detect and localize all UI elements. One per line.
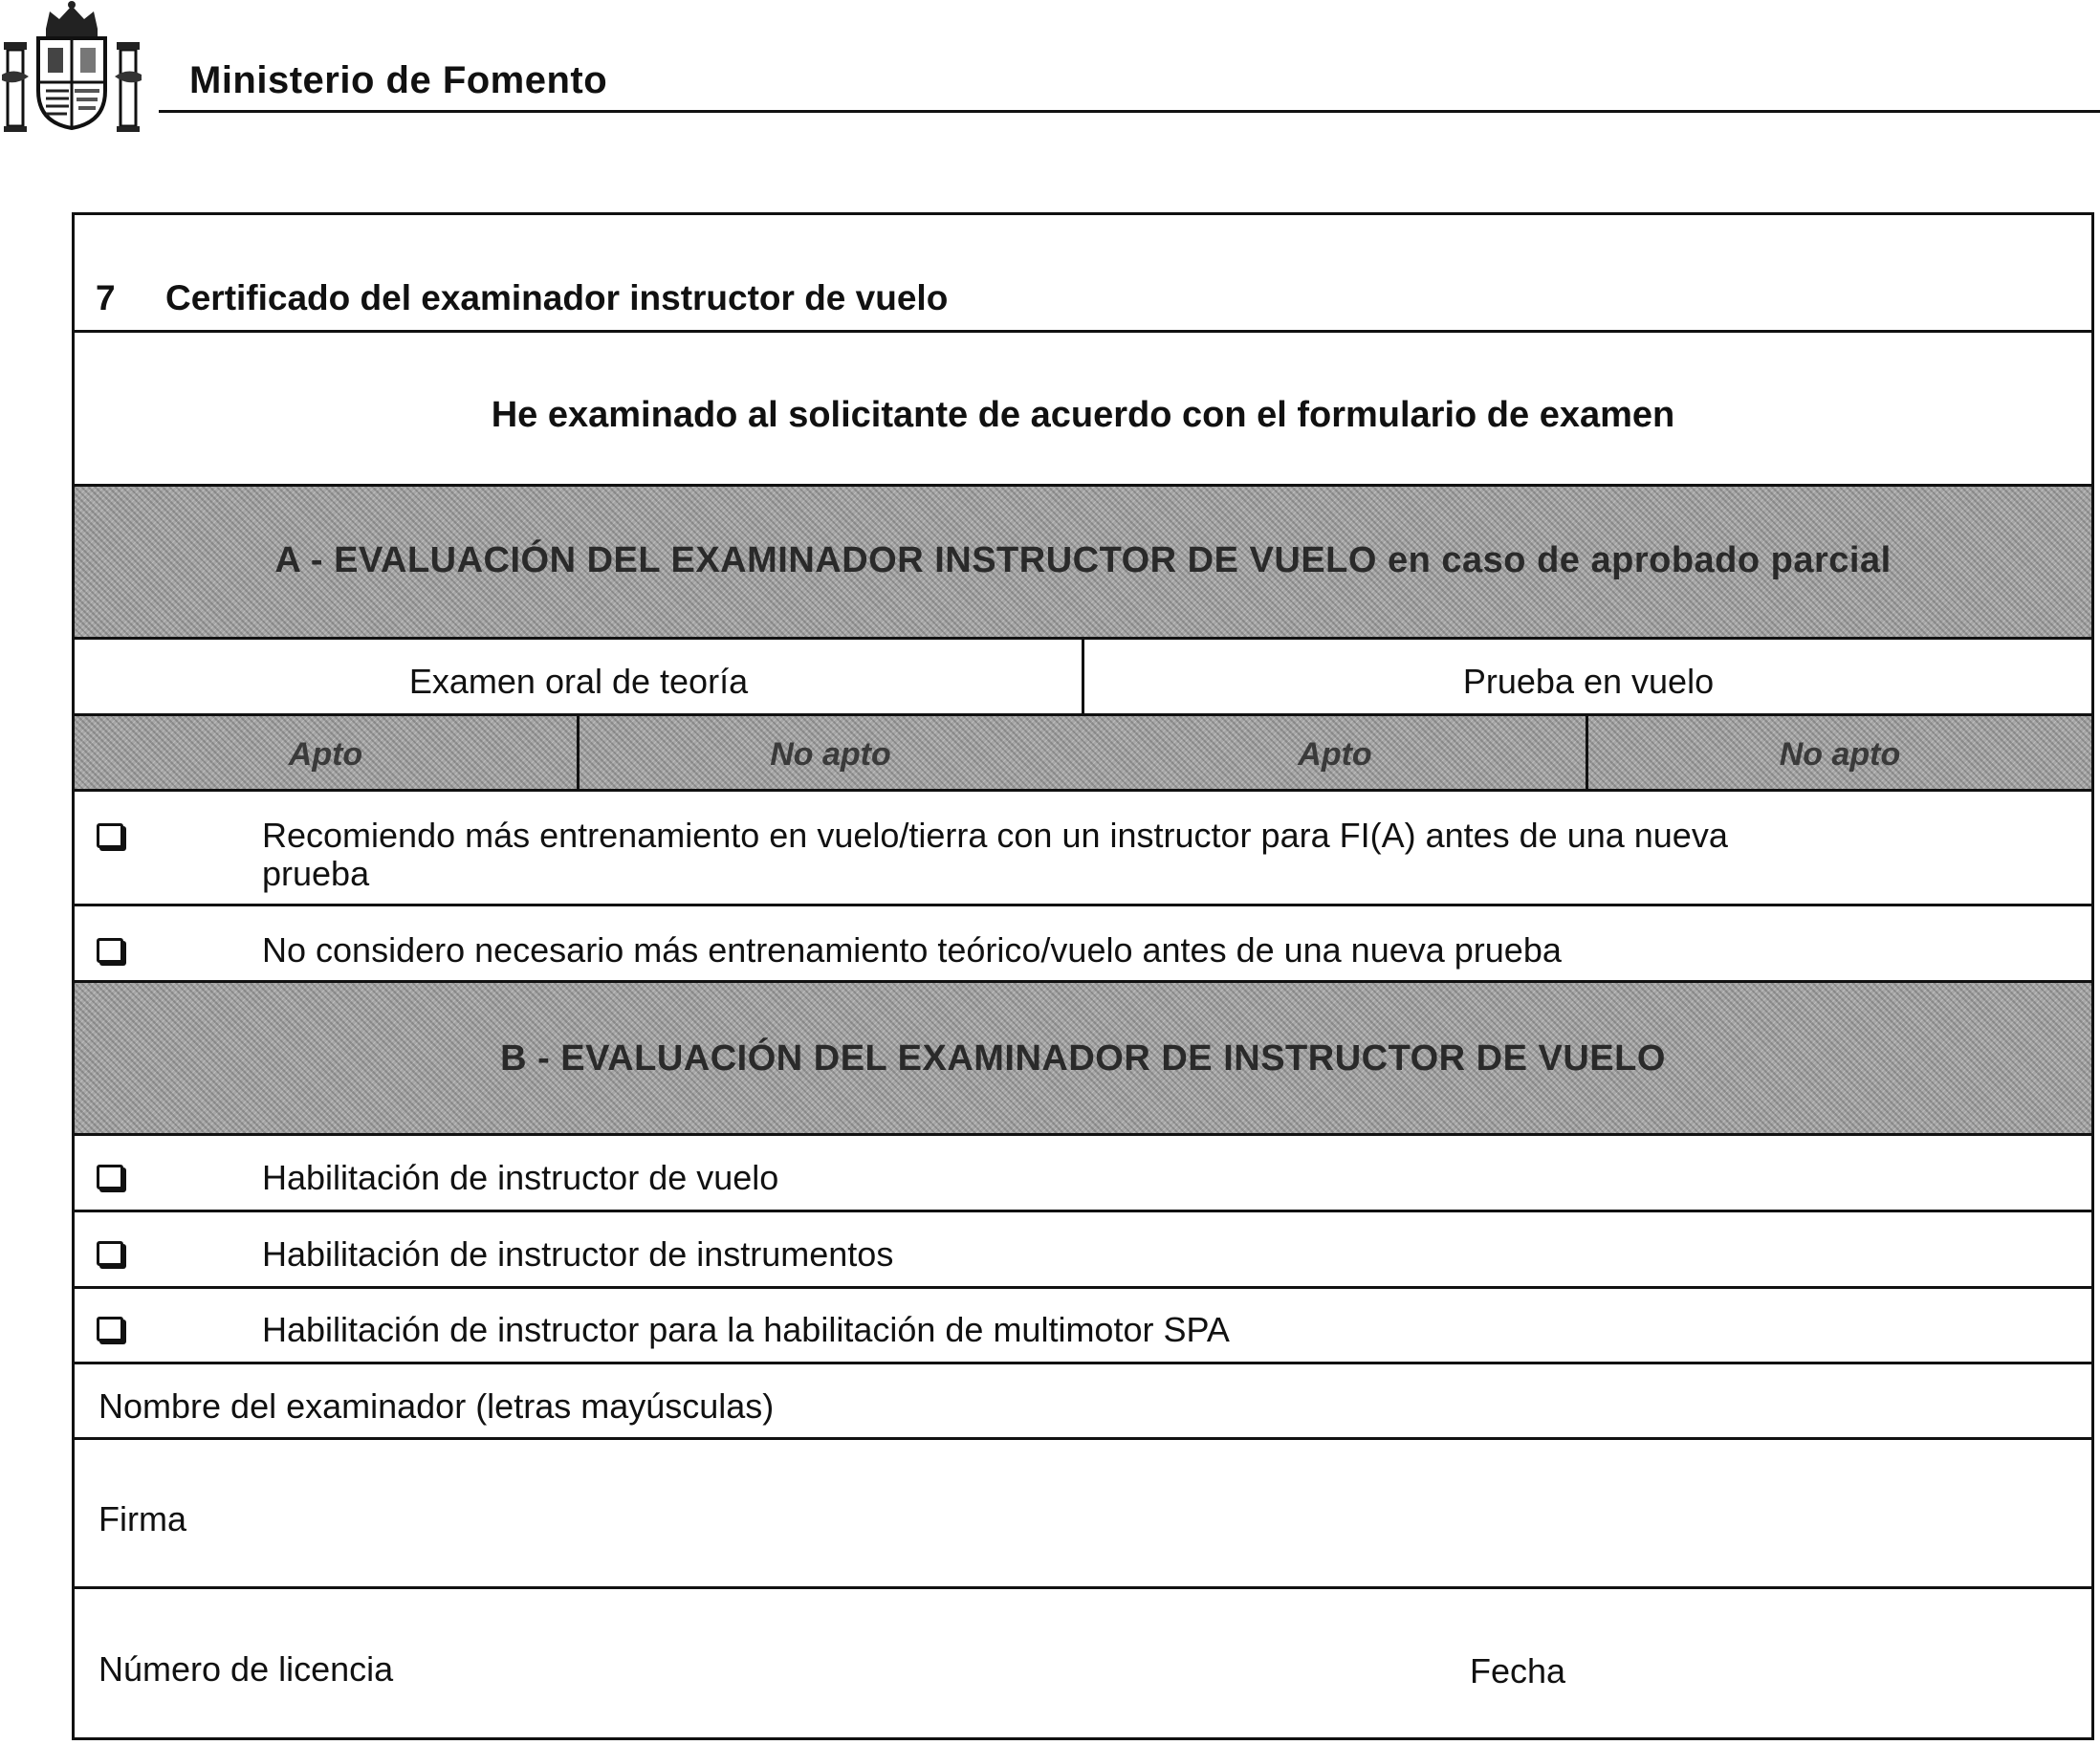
theory-pass-cell[interactable]: Apto bbox=[288, 736, 363, 773]
theory-fail-cell[interactable]: No apto bbox=[770, 736, 891, 773]
part-a-title: A - EVALUACIÓN DEL EXAMINADOR INSTRUCTOR DE VUELO en caso de aprobado parcial bbox=[274, 540, 1892, 580]
examiner-name-label: Nombre del examinador (letras mayúsculas) bbox=[98, 1386, 775, 1426]
no-more-training-label: No considero necesario más entrenamiento teórico/vuelo antes de una nueva prueba bbox=[262, 930, 1562, 970]
recommend-training-label-line2: prueba bbox=[262, 854, 370, 893]
recommend-training-checkbox[interactable] bbox=[97, 823, 123, 848]
instrument-instructor-rating-label: Habilitación de instructor de instrumentos bbox=[262, 1234, 894, 1274]
divider bbox=[72, 1210, 2094, 1212]
spain-coat-of-arms-icon bbox=[0, 0, 143, 134]
recommend-training-label-line1: Recomiendo más entrenamiento en vuelo/tierra con un instructor para FI(A) antes de una nueva bbox=[262, 816, 1728, 855]
flight-pass-cell[interactable]: Apto bbox=[1298, 736, 1372, 773]
flight-instructor-rating-checkbox[interactable] bbox=[97, 1165, 123, 1189]
flight-test-header: Prueba en vuelo bbox=[1462, 662, 1715, 701]
part-a-header bbox=[75, 487, 2091, 637]
divider bbox=[72, 1362, 2094, 1364]
divider bbox=[72, 330, 2094, 333]
part-b-header bbox=[75, 983, 2091, 1133]
divider bbox=[72, 1286, 2094, 1289]
part-b-title: B - EVALUACIÓN DEL EXAMINADOR DE INSTRUCTOR DE VUELO bbox=[500, 1038, 1666, 1079]
section-number: 7 bbox=[96, 278, 116, 317]
divider bbox=[72, 1586, 2094, 1589]
instrument-instructor-rating-checkbox[interactable] bbox=[97, 1241, 123, 1266]
multiengine-instructor-rating-checkbox[interactable] bbox=[97, 1317, 123, 1341]
examiner-statement: He examinado al solicitante de acuerdo con el formulario de examen bbox=[491, 395, 1675, 435]
license-number-label: Número de licencia bbox=[98, 1649, 394, 1689]
flight-instructor-rating-label: Habilitación de instructor de vuelo bbox=[262, 1158, 779, 1197]
divider bbox=[72, 904, 2094, 906]
certificate-form bbox=[72, 212, 2094, 1740]
divider bbox=[72, 789, 2094, 792]
section-title: Certificado del examinador instructor de vuelo bbox=[165, 278, 949, 317]
multiengine-instructor-rating-label: Habilitación de instructor para la habilitación de multimotor SPA bbox=[262, 1310, 1230, 1349]
divider bbox=[72, 1133, 2094, 1136]
no-more-training-checkbox[interactable] bbox=[97, 938, 123, 963]
flight-fail-cell[interactable]: No apto bbox=[1779, 736, 1901, 773]
ministry-name: Ministerio de Fomento bbox=[189, 59, 608, 101]
date-label: Fecha bbox=[1470, 1651, 1566, 1690]
header-rule bbox=[159, 110, 2100, 113]
theory-exam-header: Examen oral de teoría bbox=[408, 662, 749, 701]
signature-label: Firma bbox=[98, 1499, 186, 1538]
divider bbox=[72, 1437, 2094, 1440]
